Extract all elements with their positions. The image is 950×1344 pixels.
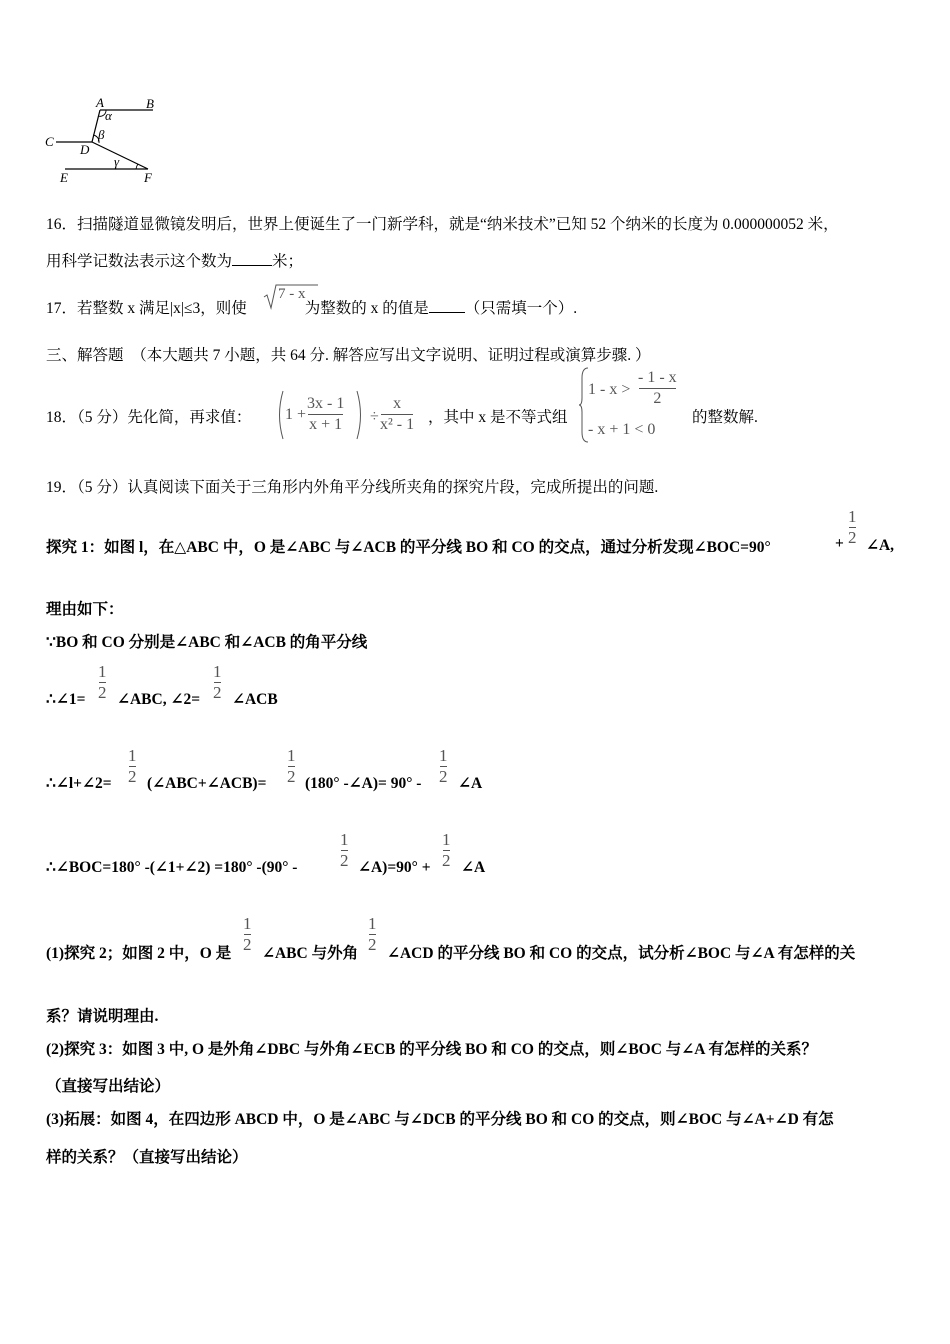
half-num: 1 [128, 746, 137, 765]
q19-p1-a: (1)探究 2；如图 2 中，O 是 [46, 945, 232, 962]
q19-explore1-c: ∠A, [866, 537, 895, 554]
q18-frac2 [380, 394, 414, 435]
half-num: 1 [442, 830, 451, 849]
q18-system-row1-left: 1 - x > [588, 381, 631, 398]
q19-s2-b: (∠ABC+∠ACB)= [147, 775, 267, 792]
q18-divide: ÷ [370, 408, 379, 425]
half-num: 1 [439, 746, 448, 765]
half-fraction [98, 662, 107, 703]
q19-p2-b: （直接写出结论） [46, 1078, 171, 1095]
q18-frac1 [307, 394, 344, 435]
half-fraction [439, 746, 448, 787]
half-num: 1 [213, 662, 222, 681]
q19-p1-b: ∠ABC 与外角 [262, 945, 359, 962]
section3-heading [46, 343, 651, 365]
half-fraction [213, 662, 222, 703]
line-df [92, 142, 148, 169]
q19-s1-c: ∠ACB [232, 691, 278, 708]
half-den: 2 [340, 851, 349, 870]
q17-post2: （只需填一个）. [464, 300, 578, 317]
q19-reason: 理由如下： [46, 601, 124, 618]
q19-intro: 19．（5 分）认真阅读下面关于三角形内外角平分线所夹角的探究片段，完成所提出的问题. [46, 479, 659, 496]
half-fraction [442, 830, 451, 871]
label-e: E [60, 170, 68, 185]
q19-s3-c: ∠A [461, 859, 486, 876]
q19-s2-a: ∴∠l+∠2= [46, 775, 112, 792]
half-fraction [243, 914, 252, 955]
half-num: 1 [243, 914, 252, 933]
q19-s2-c: (180° -∠A)= 90° - [305, 775, 422, 792]
section3-title: 三、解答题 [46, 347, 124, 364]
section3-desc: （本大题共 7 小题，共 64 分. 解答应写出文字说明、证明过程或演算步骤. ） [131, 347, 651, 364]
q17-answer-blank[interactable] [429, 298, 465, 313]
q17-pre: 17．若整数 x 满足|x|≤3，则使 [46, 300, 247, 317]
half-fraction [368, 914, 377, 955]
q18-frac1-num: 3x - 1 [307, 395, 345, 412]
half-num: 1 [340, 830, 349, 849]
label-f: F [144, 170, 152, 185]
label-alpha: α [105, 108, 112, 123]
q19-explore1-b: + [835, 535, 844, 552]
q18-frac1-den: x + 1 [309, 416, 343, 433]
q17-post: 为整数的 x 的值是 [304, 300, 429, 317]
q16-line2 [46, 249, 303, 271]
half-num: 1 [368, 914, 377, 933]
half-den: 2 [287, 767, 296, 786]
half-fraction [128, 746, 137, 787]
half-num: 1 [98, 662, 107, 681]
sqrt-radicand: 7 - x [278, 286, 306, 302]
q19-s2-d: ∠A [458, 775, 483, 792]
half-den: 2 [128, 767, 137, 786]
q16-answer-blank[interactable] [232, 251, 272, 266]
label-gamma: γ [114, 154, 120, 169]
half-num: 1 [848, 507, 857, 526]
q19-p1-d: 系？请说明理由. [46, 1008, 159, 1025]
q19-explore1-a: 探究 1：如图 l，在△ABC 中，O 是∠ABC 与∠ACB 的平分线 BO 和 CO 的交点，通过分析发现∠BOC=90° [46, 539, 771, 556]
q19-because: ∵BO 和 CO 分别是∠ABC 和∠ACB 的角平分线 [46, 634, 368, 651]
q16-text-2b: 米； [272, 253, 304, 270]
label-beta: β [98, 127, 105, 142]
half-fraction [287, 746, 296, 787]
half-fraction [848, 507, 857, 548]
q18-frac2-num: x [393, 395, 402, 412]
q19-p3-b: 样的关系？（直接写出结论） [46, 1149, 248, 1166]
half-den: 2 [213, 683, 222, 702]
q18-mid: ，其中 x 是不等式组 [428, 409, 568, 426]
label-c: C [45, 134, 54, 149]
q18-system-frac-den: 2 [653, 390, 662, 407]
half-fraction [340, 830, 349, 871]
q18-one-plus: 1 + [285, 406, 307, 423]
q19-s3-b: ∠A)=90° + [358, 859, 431, 876]
q18-pre: 18．（5 分）先化简，再求值： [46, 409, 252, 426]
q19-s1-b: ∠ABC, ∠2= [117, 691, 201, 708]
q19-p1-c: ∠ACD 的平分线 BO 和 CO 的交点，试分析∠BOC 与∠A 有怎样的关 [387, 945, 856, 962]
label-a: A [96, 95, 104, 110]
label-d: D [80, 142, 90, 157]
q19-p3-a: (3)拓展：如图 4，在四边形 ABCD 中，O 是∠ABC 与∠DCB 的平分线 BO 和 CO 的交点，则∠BOC 与∠A+∠D 有怎 [46, 1111, 834, 1128]
q16-line1 [46, 212, 839, 234]
angle-arc-gamma [136, 164, 138, 169]
q18-paren-right [354, 389, 366, 441]
q19-s1-a: ∴∠1= [46, 691, 86, 708]
q19-s3-a: ∴∠BOC=180° -(∠1+∠2) =180° -(90° - [46, 859, 298, 876]
half-den: 2 [442, 851, 451, 870]
half-den: 2 [243, 935, 252, 954]
q16-text: 16．扫描隧道显微镜发明后，世界上便诞生了一门新学科，就是“纳米技术”已知 52 个纳米的长度为 0.000000052 米， [46, 216, 839, 233]
q18-system-row2: - x + 1 < 0 [588, 421, 656, 438]
q18-system-frac-num: - 1 - x [638, 369, 677, 386]
parallel-lines-figure [40, 92, 170, 187]
q16-text-2a: 用科学记数法表示这个数为 [46, 253, 233, 270]
half-den: 2 [368, 935, 377, 954]
q18-system-frac [638, 368, 677, 409]
half-den: 2 [439, 767, 448, 786]
q18-frac2-den: x² - 1 [380, 416, 415, 433]
half-den: 2 [98, 683, 107, 702]
half-num: 1 [287, 746, 296, 765]
q18-post: 的整数解. [692, 409, 758, 426]
half-den: 2 [848, 528, 857, 547]
q19-p2-a: (2)探究 3：如图 3 中, O 是外角∠DBC 与外角∠ECB 的平分线 BO 和 CO 的交点，则∠BOC 与∠A 有怎样的关系？ [46, 1041, 817, 1058]
label-b: B [146, 96, 154, 111]
